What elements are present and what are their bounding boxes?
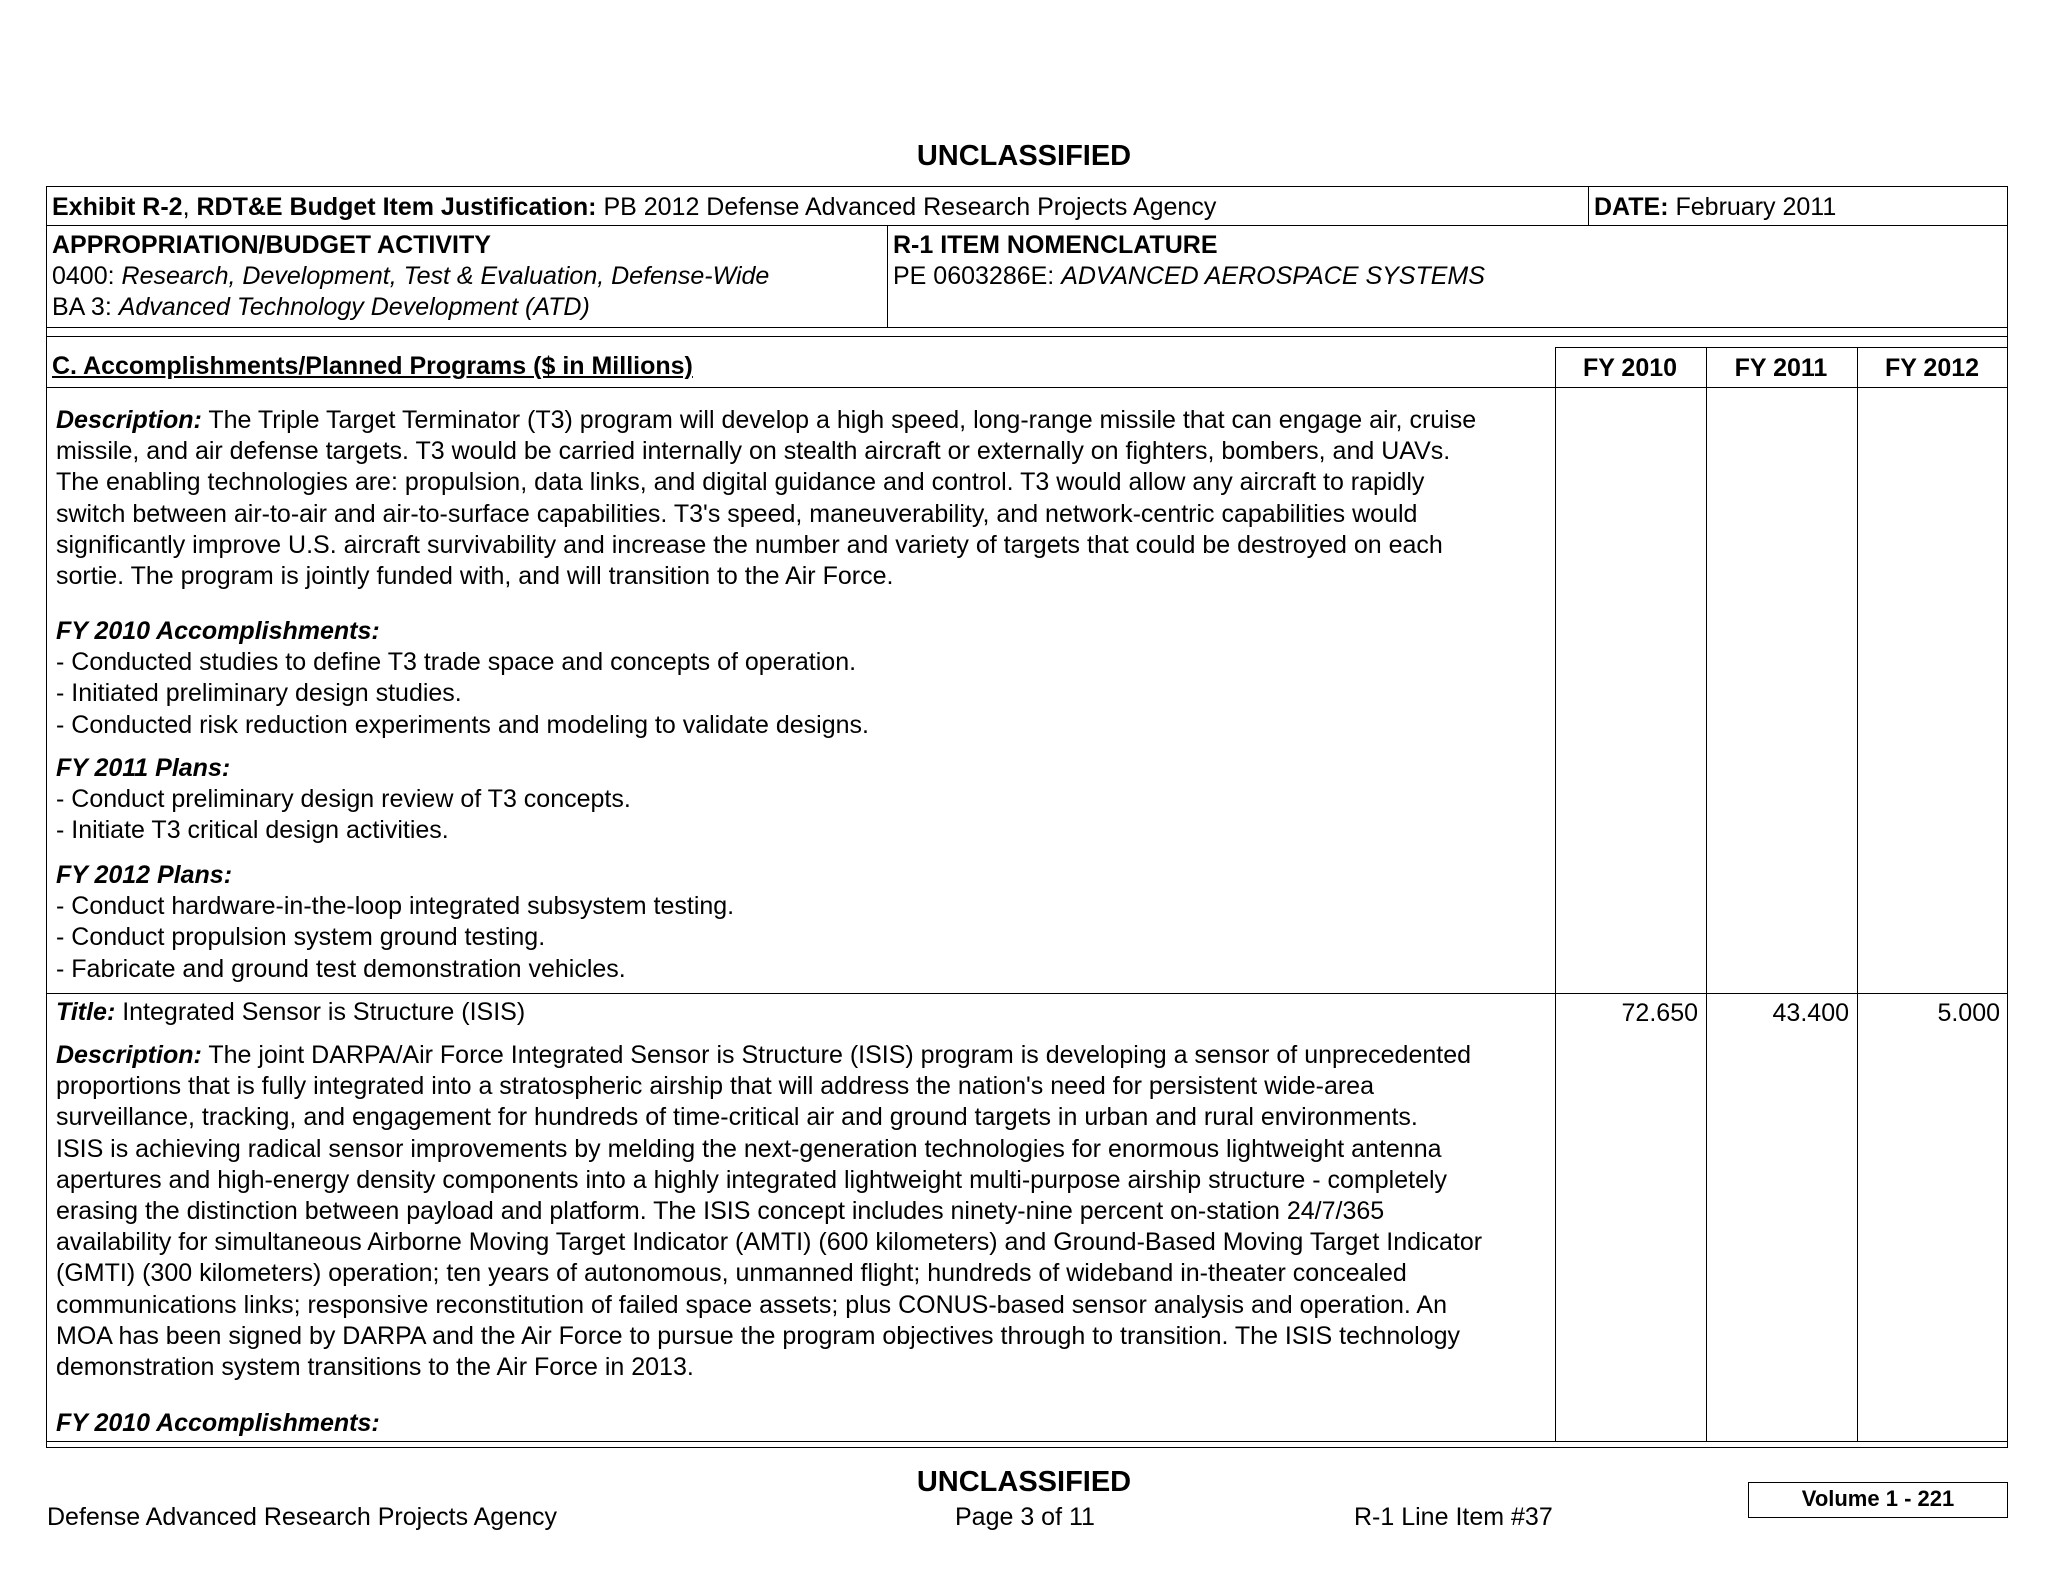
program1-fy2010 bbox=[56, 616, 869, 741]
text-line: switch between air-to-air and air-to-surface capabilities. T3's speed, maneuverability, and network-centric capabilities would bbox=[56, 499, 1418, 528]
r1-label: R-1 ITEM NOMENCLATURE bbox=[893, 231, 1218, 259]
appropriation-label: APPROPRIATION/BUDGET ACTIVITY bbox=[52, 231, 491, 259]
description-label: Description: bbox=[56, 1041, 202, 1069]
text-line: The enabling technologies are: propulsion, data links, and digital guidance and control. T3 would allow any aircraft to rapidly bbox=[56, 468, 1425, 497]
footer-volume bbox=[1748, 1482, 2008, 1518]
program2-title bbox=[56, 997, 525, 1028]
list-item: - Fabricate and ground test demonstration vehicles. bbox=[56, 954, 626, 983]
list-item: - Conducted risk reduction experiments and modeling to validate designs. bbox=[56, 710, 869, 739]
program1-description bbox=[56, 405, 1476, 592]
fy2010-label: FY 2010 Accomplishments: bbox=[56, 617, 380, 645]
divider bbox=[46, 336, 2008, 337]
volume-label: Volume 1 - 221 bbox=[1801, 1486, 1955, 1511]
column-header-fy2010: FY 2010 bbox=[1582, 354, 1678, 382]
text-line: availability for simultaneous Airborne Moving Target Indicator (AMTI) (600 kilometers) and Ground-Based Moving Target Indicator bbox=[56, 1228, 1483, 1257]
list-item: - Conduct preliminary design review of T3 concepts. bbox=[56, 785, 631, 814]
date-value: February 2011 bbox=[1675, 193, 1837, 221]
text-line: communications links; responsive reconstitution of failed space assets; plus CONUS-based sensor analysis and operation. An bbox=[56, 1290, 1447, 1319]
date-label: DATE: bbox=[1594, 193, 1669, 221]
column-header-fy2011: FY 2011 bbox=[1734, 354, 1828, 382]
divider bbox=[46, 327, 2008, 328]
r1-code: PE 0603286E: bbox=[893, 262, 1062, 290]
ba-value: Advanced Technology Development (ATD) bbox=[118, 293, 590, 321]
program2-description bbox=[56, 1040, 1482, 1383]
list-item: - Conduct propulsion system ground testing. bbox=[56, 923, 546, 952]
justification-label: RDT&E Budget Item Justification: bbox=[196, 193, 597, 221]
text-line: apertures and high-energy density components into a highly integrated lightweight multi-purpose airship structure - completely bbox=[56, 1165, 1448, 1194]
text-line: erasing the distinction between payload and platform. The ISIS concept includes ninety-nine percent on-station 24/7/365 bbox=[56, 1197, 1385, 1226]
text-line: The Triple Target Terminator (T3) program will develop a high speed, long-range missile that can engage air, cruise bbox=[201, 406, 1477, 434]
program2-fy2010-label: FY 2010 Accomplishments: bbox=[56, 1409, 380, 1437]
list-item: - Initiated preliminary design studies. bbox=[56, 679, 462, 708]
fy2012-label: FY 2012 Plans: bbox=[56, 861, 233, 889]
ba-code: BA 3: bbox=[52, 293, 119, 321]
list-item: - Conduct hardware-in-the-loop integrated subsystem testing. bbox=[56, 892, 735, 921]
footer-page: Page 3 of 11 bbox=[955, 1503, 1095, 1531]
column-divider bbox=[1706, 347, 1707, 1442]
program1-fy2011 bbox=[56, 753, 631, 847]
program2-fy2011-value: 43.400 bbox=[1772, 999, 1849, 1027]
separator: , bbox=[182, 193, 197, 221]
program2-fy2012-value: 5.000 bbox=[1937, 999, 2000, 1027]
footer-line-item: R-1 Line Item #37 bbox=[1354, 1503, 1553, 1531]
title-value: Integrated Sensor is Structure (ISIS) bbox=[115, 998, 526, 1026]
text-line: ISIS is achieving radical sensor improvements by melding the next-generation technologies for enormous lightweight antenna bbox=[56, 1134, 1442, 1163]
divider bbox=[46, 387, 2008, 388]
program2-fy2010-value: 72.650 bbox=[1621, 999, 1698, 1027]
list-item: - Conducted studies to define T3 trade space and concepts of operation. bbox=[56, 648, 857, 677]
text-line: missile, and air defense targets. T3 would be carried internally on stealth aircraft or externally on fighters, bombers, and UAVs. bbox=[56, 437, 1451, 466]
date-field bbox=[1594, 192, 1836, 223]
text-line: The joint DARPA/Air Force Integrated Sensor is Structure (ISIS) program is developing a sensor of unprecedented bbox=[201, 1041, 1472, 1069]
text-line: demonstration system transitions to the Air Force in 2013. bbox=[56, 1353, 694, 1382]
appropriation-value: Research, Development, Test & Evaluation, Defense-Wide bbox=[121, 262, 770, 290]
divider bbox=[1555, 347, 2008, 348]
text-line: MOA has been signed by DARPA and the Air Force to pursue the program objectives through to transition. The ISIS technology bbox=[56, 1321, 1461, 1350]
exhibit-title bbox=[52, 192, 1216, 223]
section-title: C. Accomplishments/Planned Programs ($ in Millions) bbox=[52, 352, 693, 380]
footer-agency: Defense Advanced Research Projects Agency bbox=[47, 1503, 558, 1531]
divider bbox=[46, 993, 2008, 994]
divider bbox=[46, 1441, 2008, 1442]
divider bbox=[887, 225, 888, 328]
r1-value: ADVANCED AEROSPACE SYSTEMS bbox=[1061, 262, 1485, 290]
column-header-fy2012: FY 2012 bbox=[1884, 354, 1980, 382]
classification-bottom: UNCLASSIFIED bbox=[916, 1466, 1132, 1498]
text-line: significantly improve U.S. aircraft survivability and increase the number and variety of targets that could be destroyed on each bbox=[56, 530, 1443, 559]
classification-top: UNCLASSIFIED bbox=[916, 140, 1132, 172]
appropriation-code: 0400: bbox=[52, 262, 122, 290]
fy2011-label: FY 2011 Plans: bbox=[56, 754, 231, 782]
program1-fy2012 bbox=[56, 860, 734, 985]
exhibit-label: Exhibit R-2 bbox=[52, 193, 183, 221]
list-item: - Initiate T3 critical design activities. bbox=[56, 816, 449, 845]
appropriation-block bbox=[52, 230, 769, 323]
justification-value: PB 2012 Defense Advanced Research Projects Agency bbox=[603, 193, 1217, 221]
text-line: sortie. The program is jointly funded with, and will transition to the Air Force. bbox=[56, 562, 894, 591]
divider bbox=[1588, 186, 1589, 226]
title-label: Title: bbox=[56, 998, 116, 1026]
divider bbox=[46, 225, 2008, 226]
text-line: (GMTI) (300 kilometers) operation; ten years of autonomous, unmanned flight; hundreds of wideband in-theater concealed bbox=[56, 1259, 1407, 1288]
r1-block bbox=[893, 230, 1485, 292]
column-divider bbox=[1857, 347, 1858, 1442]
text-line: surveillance, tracking, and engagement for hundreds of time-critical air and ground targets in urban and rural environments. bbox=[56, 1103, 1418, 1132]
column-divider bbox=[1555, 347, 1556, 1442]
description-label: Description: bbox=[56, 406, 202, 434]
text-line: proportions that is fully integrated into a stratospheric airship that will address the nation's need for persistent wide-area bbox=[56, 1072, 1374, 1101]
